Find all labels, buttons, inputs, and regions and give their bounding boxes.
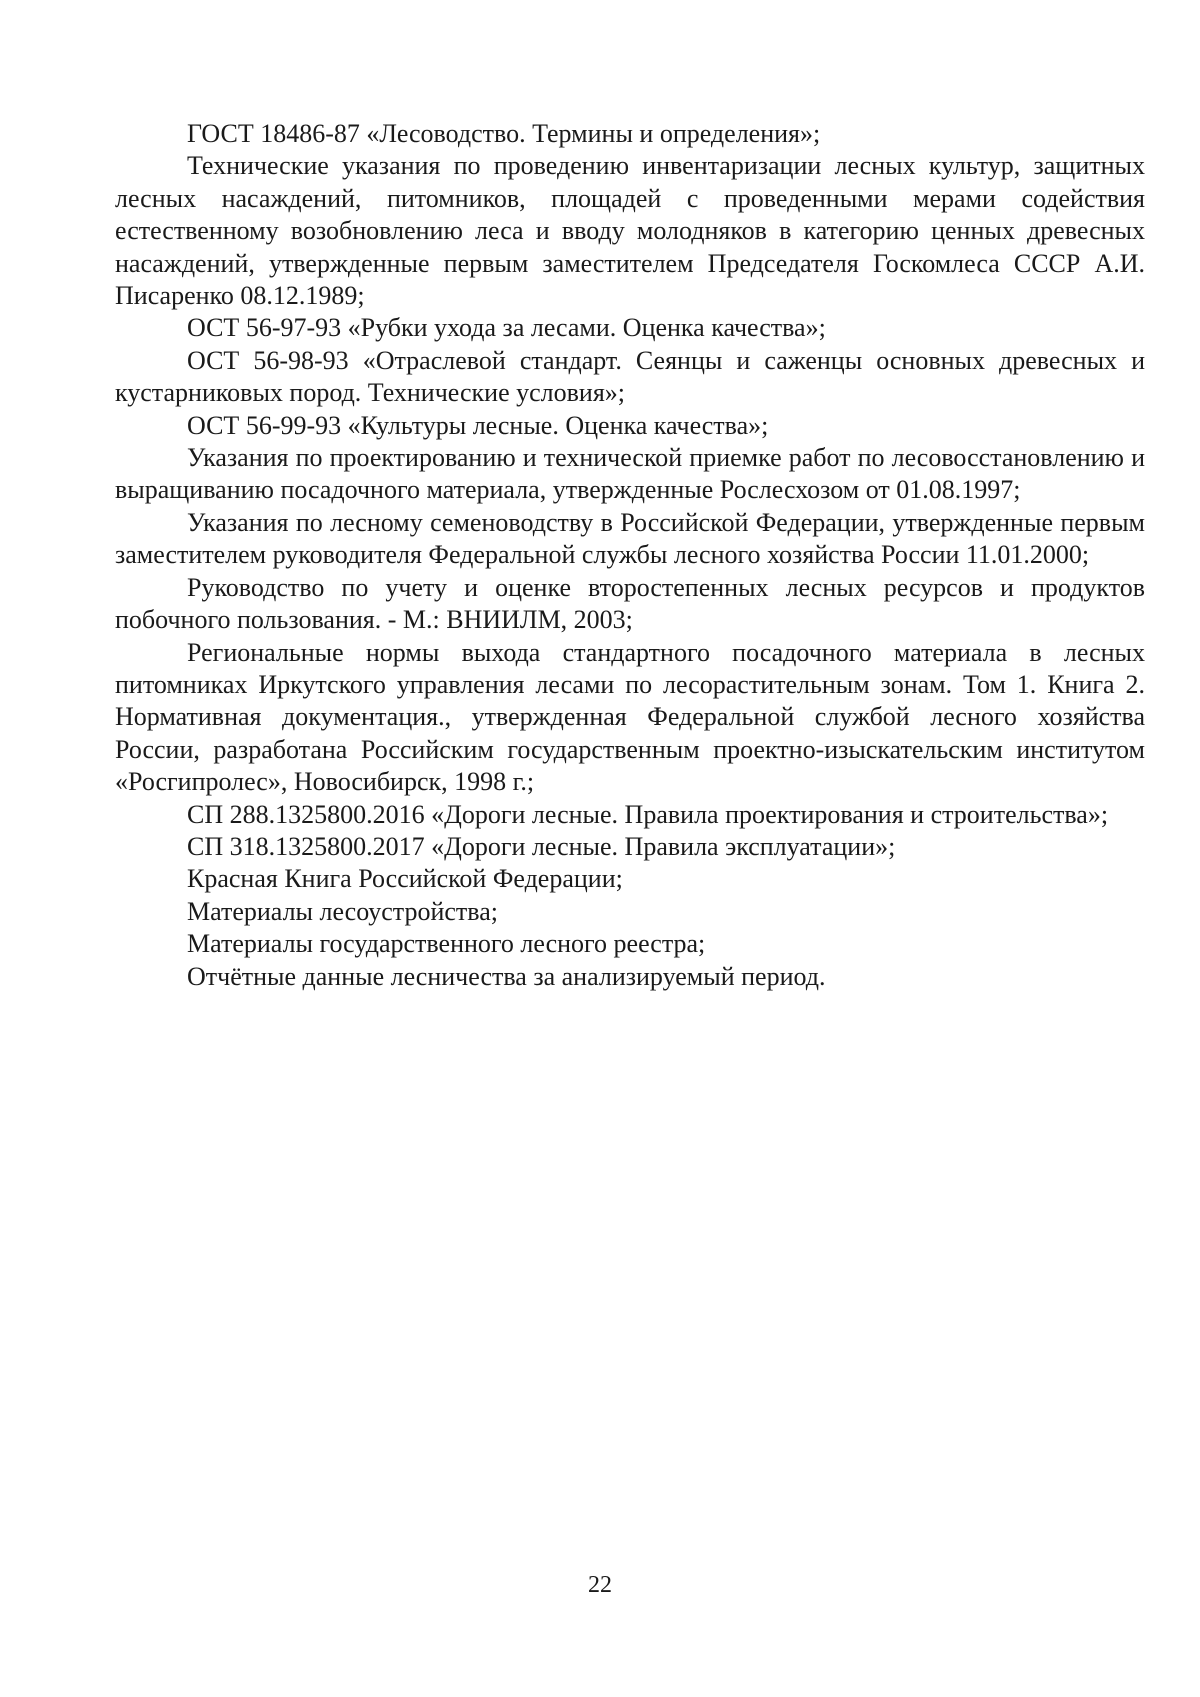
paragraph-seed-guidelines: Указания по лесному семеноводству в Российской Федерации, утвержденные первым заместителем руководителя Федеральной службы лесного хозяйства России 11.01.2000;	[115, 507, 1145, 570]
paragraph-forest-registry-materials: Материалы государственного лесного реестра;	[187, 929, 706, 959]
paragraph-ost-56-98: ОСТ 56-98-93 «Отраслевой стандарт. Сеянцы и саженцы основных древесных и кустарниковых пород. Технические условия»;	[115, 345, 1145, 408]
paragraph-red-book: Красная Книга Российской Федерации;	[187, 864, 623, 894]
paragraph-forest-inventory-materials: Материалы лесоустройства;	[187, 896, 498, 926]
paragraph-sp-318: СП 318.1325800.2017 «Дороги лесные. Правила эксплуатации»;	[187, 831, 896, 861]
paragraph-regional-norms: Региональные нормы выхода стандартного посадочного материала в лесных питомниках Иркутского управления лесами по лесорастительным зонам. Том 1. Книга 2. Нормативная документация., утвержденная Федеральной службой лесного хозяйства России, разработана Российским государственным проектно-изыскательским институтом «Росгипролес», Новосибирск, 1998 г.;	[115, 637, 1145, 797]
document-body	[115, 118, 1145, 993]
paragraph-gost-18486: ГОСТ 18486-87 «Лесоводство. Термины и определения»;	[187, 119, 821, 148]
paragraph-reporting-data: Отчётные данные лесничества за анализируемый период.	[187, 961, 826, 991]
page-number: 22	[588, 1572, 612, 1598]
paragraph-ost-56-97: ОСТ 56-97-93 «Рубки ухода за лесами. Оценка качества»;	[187, 313, 826, 343]
paragraph-inventory-guidelines: Технические указания по проведению инвентаризации лесных культур, защитных лесных насаждений, питомников, площадей с проведенными мерами содействия естественному возобновлению леса и вводу молодняков в категорию ценных древесных насаждений, утвержденные первым заместителем Председателя Госкомлеса СССР А.И. Писаренко 08.12.1989;	[115, 151, 1145, 311]
paragraph-sp-288: СП 288.1325800.2016 «Дороги лесные. Правила проектирования и строительства»;	[187, 799, 1109, 829]
paragraph-ost-56-99: ОСТ 56-99-93 «Культуры лесные. Оценка качества»;	[187, 410, 769, 440]
paragraph-reforestation-guidelines: Указания по проектированию и технической приемке работ по лесовосстановлению и выращиванию посадочного материала, утвержденные Рослесхозом от 01.08.1997;	[115, 443, 1145, 505]
paragraph-secondary-resources-guide: Руководство по учету и оценке второстепенных лесных ресурсов и продуктов побочного пользования. - М.: ВНИИЛМ, 2003;	[115, 572, 1145, 635]
